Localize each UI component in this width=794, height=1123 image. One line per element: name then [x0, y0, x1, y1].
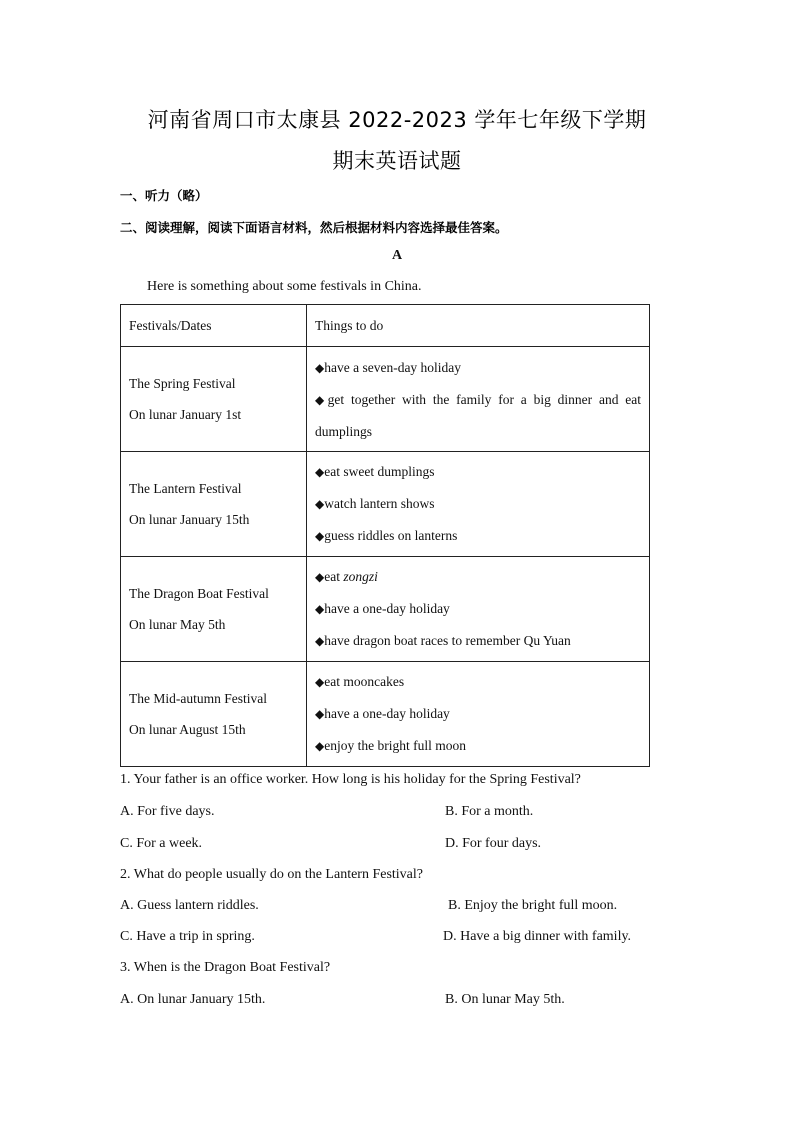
diamond-bullet-icon: ◆ [315, 360, 325, 375]
activity-item: ◆guess riddles on lanterns [315, 528, 458, 543]
question-3: 3. When is the Dragon Boat Festival? [120, 960, 331, 975]
passage-intro: Here is something about some festivals in China. [147, 279, 422, 294]
header-festivals-dates: Festivals/Dates [121, 305, 307, 347]
question-1-option-a[interactable]: A. For five days. [120, 804, 215, 819]
question-2-option-b[interactable]: B. Enjoy the bright full moon. [448, 898, 618, 913]
activity-item: ◆watch lantern shows [315, 496, 435, 511]
activity-item: ◆have dragon boat races to remember Qu Yuan [315, 633, 571, 648]
question-3-option-b[interactable]: B. On lunar May 5th. [445, 992, 565, 1007]
festival-name: The Mid-autumn Festival [129, 691, 267, 706]
table-row [121, 662, 650, 767]
section-listening-heading: 一、听力（略） [120, 188, 208, 203]
festival-date: On lunar August 15th [129, 722, 246, 737]
question-1-option-d[interactable]: D. For four days. [445, 836, 542, 851]
title-line-2: 期末英语试题 [332, 149, 462, 173]
table-row [121, 557, 650, 662]
activity-item: ◆have a seven-day holiday [315, 359, 462, 375]
festival-cell [121, 557, 307, 662]
festival-cell [121, 452, 307, 557]
diamond-bullet-icon: ◆ [315, 497, 325, 511]
festival-date: On lunar January 15th [129, 512, 250, 527]
activity-item: ◆have a one-day holiday [315, 601, 450, 616]
question-1: 1. Your father is an office worker. How long is his holiday for the Spring Festival? [120, 772, 581, 787]
festival-date: On lunar January 1st [129, 407, 242, 422]
activity-item: ◆have a one-day holiday [315, 706, 450, 721]
festival-date: On lunar May 5th [129, 617, 226, 632]
diamond-bullet-icon: ◆ [315, 529, 325, 543]
passage-letter: A [391, 248, 403, 263]
question-2: 2. What do people usually do on the Lantern Festival? [120, 867, 424, 882]
table-row [121, 347, 650, 452]
activity-item: ◆get together with the family for a big dinner and eat [315, 391, 641, 407]
things-cell [307, 662, 650, 767]
table-row [121, 452, 650, 557]
title-line-1: 河南省周口市太康县 2022-2023 学年七年级下学期 [147, 108, 647, 132]
section-reading-heading: 二、阅读理解，阅读下面语言材料，然后根据材料内容选择最佳答案。 [120, 220, 508, 235]
zongzi-word: zongzi [343, 569, 378, 584]
question-3-option-a[interactable]: A. On lunar January 15th. [120, 992, 266, 1007]
diamond-bullet-icon: ◆ [315, 465, 325, 479]
diamond-bullet-icon: ◆ [315, 739, 325, 753]
activity-item: ◆eat mooncakes [315, 674, 405, 689]
festival-table [120, 304, 650, 767]
festival-name: The Spring Festival [129, 376, 236, 391]
festival-name: The Lantern Festival [129, 481, 242, 496]
question-1-option-c[interactable]: C. For a week. [120, 836, 203, 851]
diamond-bullet-icon: ◆ [315, 707, 325, 721]
table-header-row [121, 305, 650, 347]
diamond-bullet-icon: ◆ [315, 392, 328, 407]
activity-item-continued: dumplings [315, 423, 373, 439]
question-2-option-c[interactable]: C. Have a trip in spring. [120, 929, 255, 944]
question-2-option-d[interactable]: D. Have a big dinner with family. [443, 929, 632, 944]
question-1-option-b[interactable]: B. For a month. [445, 804, 534, 819]
activity-item: ◆eat zongzi [315, 569, 378, 584]
things-cell [307, 557, 650, 662]
things-cell [307, 347, 650, 452]
activity-item: ◆eat sweet dumplings [315, 464, 435, 479]
question-2-option-a[interactable]: A. Guess lantern riddles. [120, 898, 259, 913]
diamond-bullet-icon: ◆ [315, 634, 325, 648]
festival-name: The Dragon Boat Festival [129, 586, 269, 601]
header-things-to-do: Things to do [307, 305, 650, 347]
diamond-bullet-icon: ◆ [315, 570, 325, 584]
diamond-bullet-icon: ◆ [315, 675, 325, 689]
festival-cell [121, 662, 307, 767]
things-cell [307, 452, 650, 557]
activity-item: ◆enjoy the bright full moon [315, 738, 466, 753]
festival-cell [121, 347, 307, 452]
diamond-bullet-icon: ◆ [315, 602, 325, 616]
